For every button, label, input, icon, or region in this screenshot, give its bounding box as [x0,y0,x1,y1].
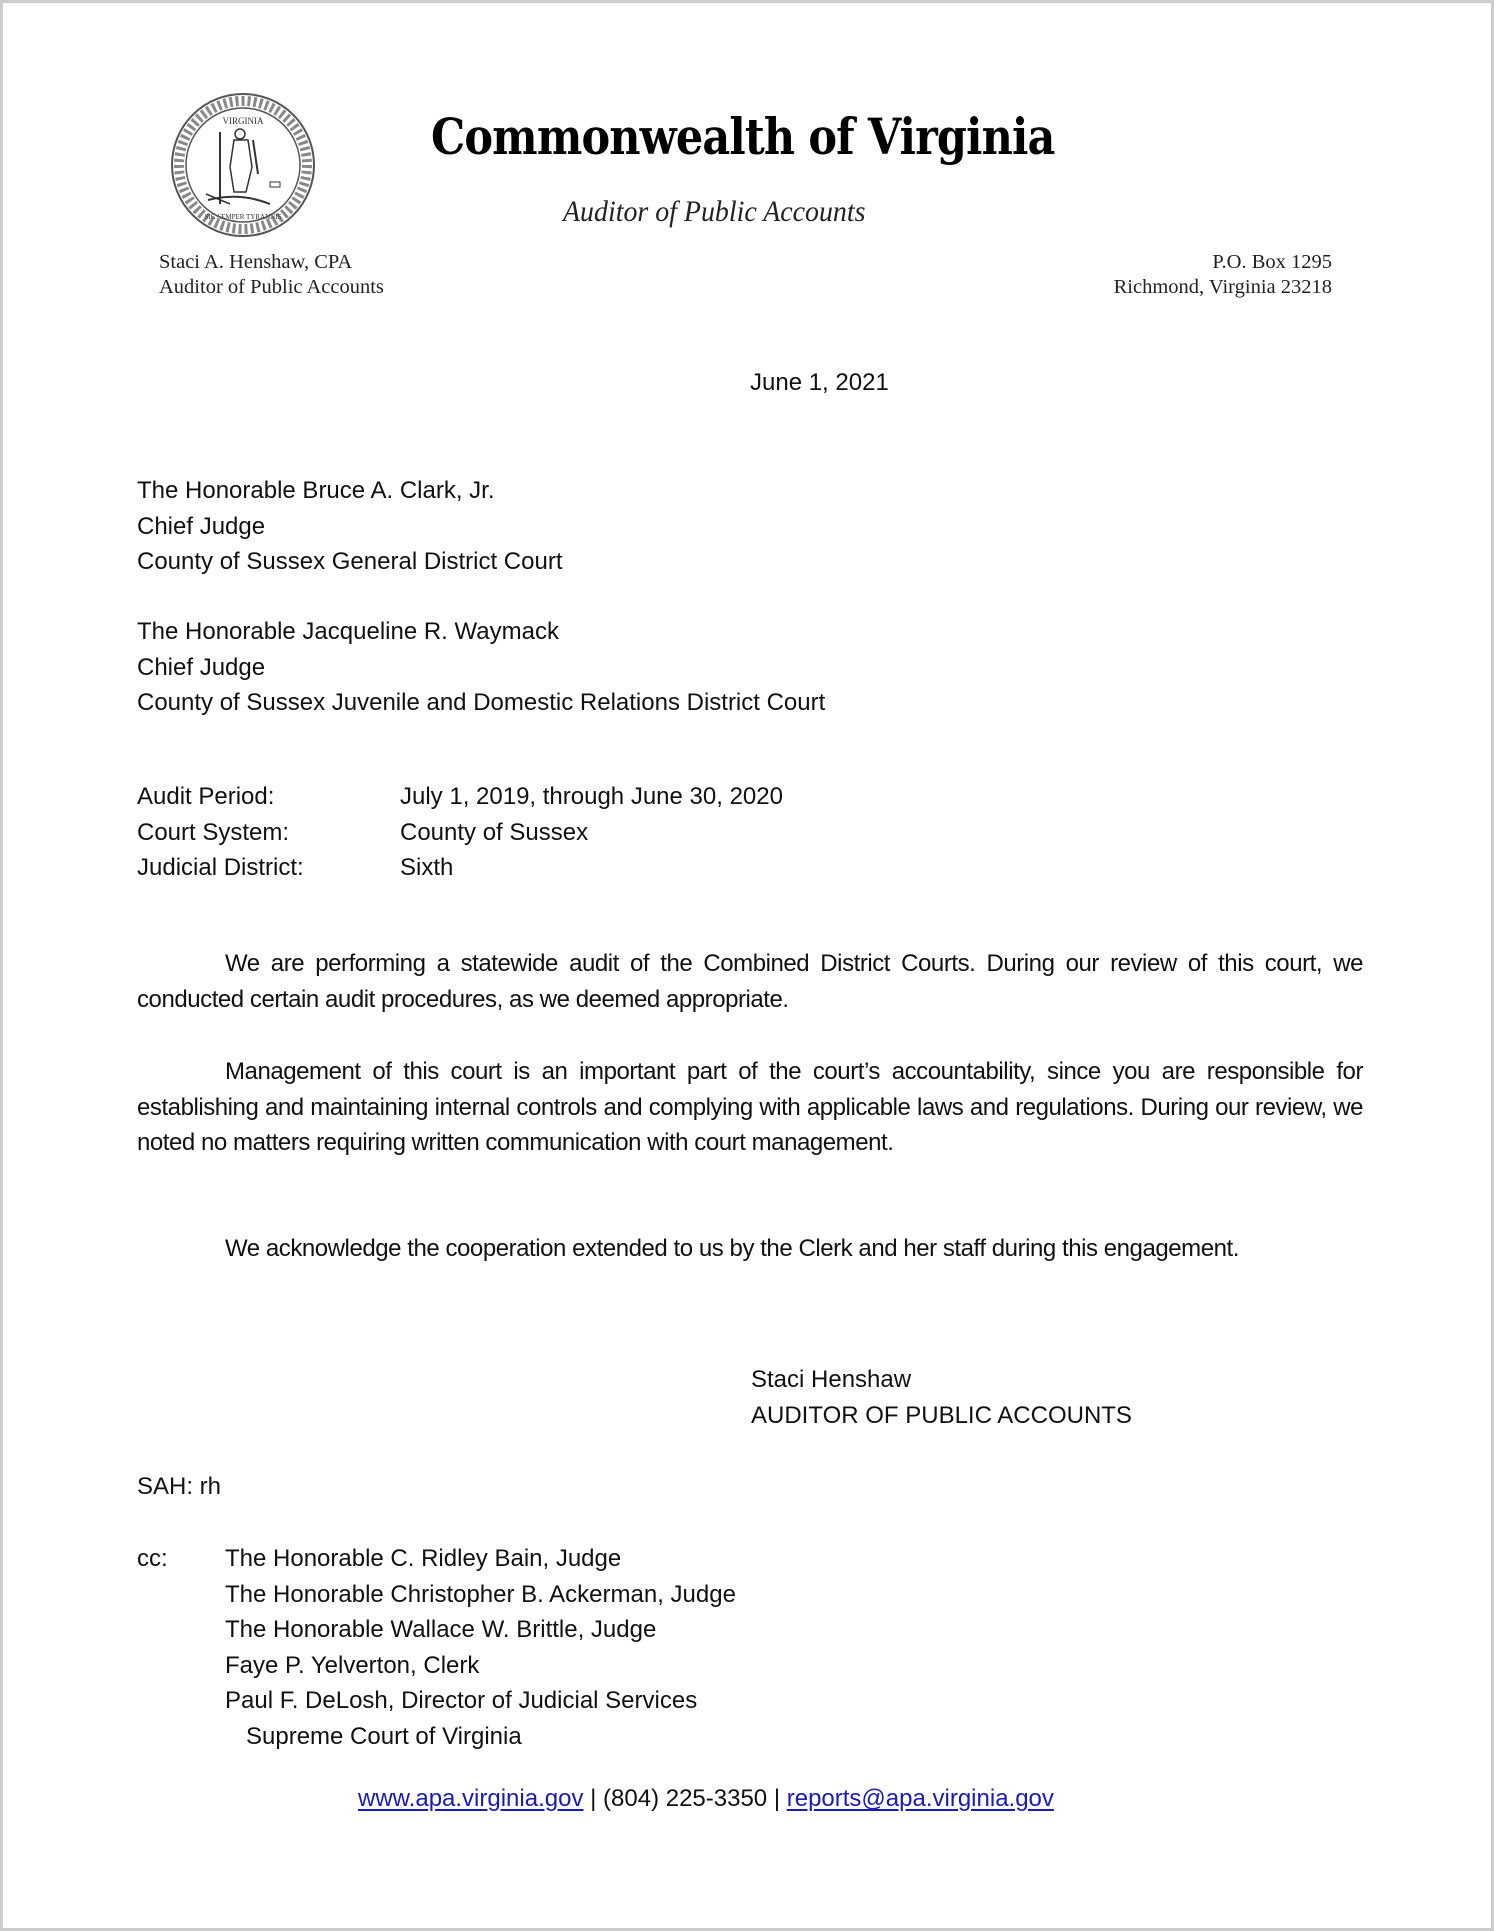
signature-block [751,1362,1132,1433]
virginia-state-seal-icon [170,92,316,238]
signer-title: AUDITOR OF PUBLIC ACCOUNTS [751,1401,1132,1429]
body-paragraph-2 [137,1054,1363,1161]
cc-recipient: Paul F. DeLosh, Director of Judicial Services [225,1687,698,1714]
cc-row [137,1683,736,1719]
footer-contact [358,1781,1054,1817]
auditor-name: Staci A. Henshaw, CPA [159,251,353,273]
audit-info-block [137,779,783,886]
cc-recipient: Faye P. Yelverton, Clerk [225,1651,480,1679]
footer-separator: | [773,1785,781,1812]
judicial-district-row [137,850,783,886]
cc-row [137,1577,736,1613]
email-link[interactable]: reports@apa.virginia.gov [786,1785,1054,1812]
svg-text:SIC SEMPER TYRANNIS: SIC SEMPER TYRANNIS [204,213,282,221]
recipient-block-1 [137,473,563,580]
svg-text:VIRGINIA: VIRGINIA [222,116,264,126]
body-paragraph-1 [137,946,1363,1017]
letterhead-address-block [1114,250,1332,300]
audit-period-label: Audit Period: [137,783,275,810]
recipient-title: Chief Judge [137,653,266,681]
recipient-court: County of Sussex Juvenile and Domestic Relations District Court [137,689,826,716]
court-system-label: Court System: [137,818,290,846]
audit-period-value: July 1, 2019, through June 30, 2020 [400,783,783,810]
body-paragraph-3 [137,1231,1363,1267]
recipient-name: The Honorable Jacqueline R. Waymack [137,618,559,645]
paragraph-text: Management of this court is an important part of the court’s accountability, since you are responsible for establishing and maintaining internal controls and complying with applicable laws and regulations. During our review, we noted no matters requiring written communication with court management. [137,1058,1363,1156]
cc-row [137,1648,736,1684]
footer-separator: | [590,1785,597,1812]
letterhead-auditor-block [159,250,384,300]
judicial-district-value: Sixth [400,854,454,881]
recipient-court: County of Sussex General District Court [137,548,563,575]
cc-recipient: The Honorable Christopher B. Ackerman, Judge [225,1580,736,1608]
cc-block [137,1541,736,1754]
signer-name: Staci Henshaw [751,1366,912,1393]
judicial-district-label: Judicial District: [137,854,304,881]
po-box: P.O. Box 1295 [1212,251,1332,273]
letterhead-title: Commonwealth of Virginia [431,107,1055,166]
cc-row [137,1612,736,1648]
paragraph-text: We are performing a statewide audit of the Combined District Courts. During our review of this court, we conducted certain audit procedures, as we deemed appropriate. [137,950,1363,1013]
cc-label: cc: [137,1545,168,1572]
auditor-office: Auditor of Public Accounts [159,276,384,298]
phone-number: (804) 225-3350 [603,1785,768,1812]
recipient-title: Chief Judge [137,512,266,540]
court-system-row [137,815,783,851]
recipient-block-2 [137,614,825,721]
paragraph-text: We acknowledge the cooperation extended to us by the Clerk and her staff during this engagement. [225,1235,1239,1262]
city-state-zip: Richmond, Virginia 23218 [1113,276,1332,298]
cc-row [137,1541,736,1577]
website-link[interactable]: www.apa.virginia.gov [358,1785,584,1812]
letter-date: June 1, 2021 [750,369,889,396]
audit-period-row [137,779,783,815]
cc-row [137,1719,736,1755]
cc-recipient-organization: Supreme Court of Virginia [246,1722,522,1750]
cc-recipient: The Honorable C. Ridley Bain, Judge [225,1545,622,1572]
recipient-name: The Honorable Bruce A. Clark, Jr. [137,477,495,504]
letterhead-subtitle: Auditor of Public Accounts [563,195,866,228]
reference-initials: SAH: rh [137,1473,222,1500]
court-system-value: County of Sussex [400,818,589,846]
cc-recipient: The Honorable Wallace W. Brittle, Judge [225,1616,657,1643]
